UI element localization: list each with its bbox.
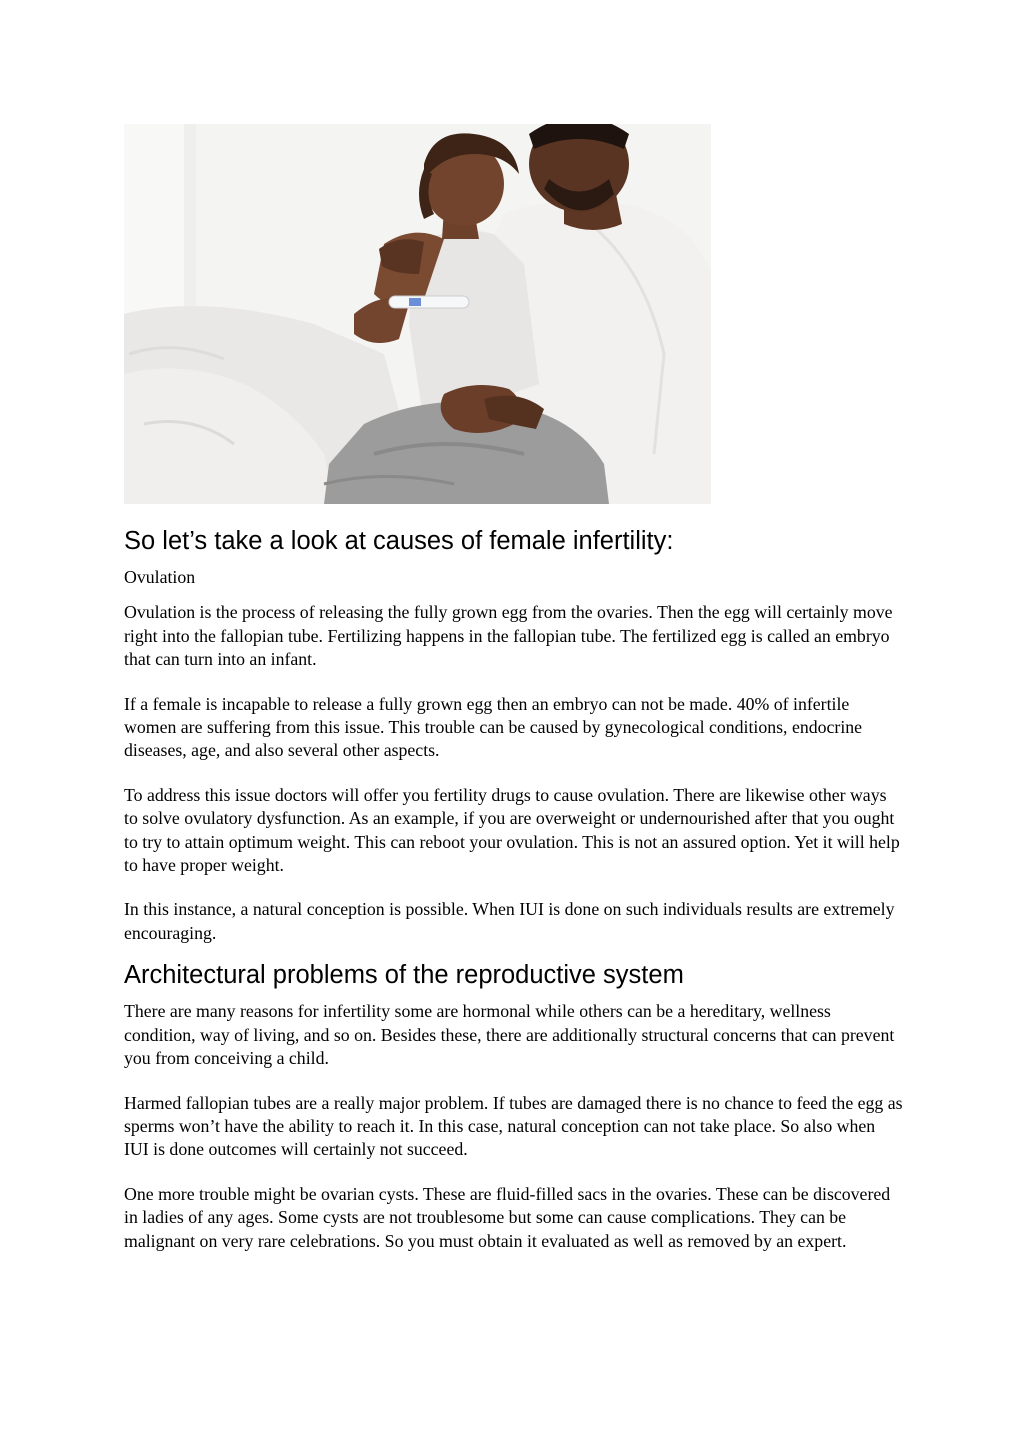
section-female-infertility bbox=[124, 526, 904, 945]
paragraph: One more trouble might be ovarian cysts. These are fluid-filled sacs in the ovaries. These can be discovered in ladies of any ages. Some cysts are not troublesome but some can cause complications. They can be malignant on very rare celebrations. So you must obtain it evaluated as well as removed by an expert. bbox=[124, 1183, 891, 1251]
couple-photo bbox=[124, 124, 711, 504]
section-heading: So let’s take a look at causes of female infertility: bbox=[124, 527, 674, 555]
document-page bbox=[124, 124, 904, 1274]
subsection-label: Ovulation bbox=[124, 567, 196, 587]
paragraph: Ovulation is the process of releasing the fully grown egg from the ovaries. Then the egg will certainly move right into the fallopian tube. Fertilizing happens in the fallopian tube. The fertilized egg is called an embryo that can turn into an infant. bbox=[124, 602, 893, 670]
section-architectural-problems bbox=[124, 960, 904, 1253]
paragraph: There are many reasons for infertility some are hormonal while others can be a hereditary, wellness condition, way of living, and so on. Besides these, there are additionally structural concerns that can prevent you from conceiving a child. bbox=[124, 1001, 895, 1069]
paragraph: Harmed fallopian tubes are a really major problem. If tubes are damaged there is no chance to feed the egg as sperms won’t have the ability to reach it. In this case, natural conception can not take place. So also when IUI is done outcomes will certainly not succeed. bbox=[124, 1092, 903, 1160]
paragraph: To address this issue doctors will offer you fertility drugs to cause ovulation. There are likewise other ways to solve ovulatory dysfunction. As an example, if you are overweight or undernourished after that you ought to try to attain optimum weight. This can reboot your ovulation. This is not an assured option. Yet it will help to have proper weight. bbox=[124, 784, 900, 876]
paragraph: If a female is incapable to release a fully grown egg then an embryo can not be made. 40% of infertile women are suffering from this issue. This trouble can be caused by gynecological conditions, endocrine diseases, age, and also several other aspects. bbox=[124, 693, 863, 761]
paragraph: In this instance, a natural conception is possible. When IUI is done on such individuals results are extremely encouraging. bbox=[124, 899, 895, 943]
section-heading: Architectural problems of the reproductive system bbox=[124, 961, 684, 990]
